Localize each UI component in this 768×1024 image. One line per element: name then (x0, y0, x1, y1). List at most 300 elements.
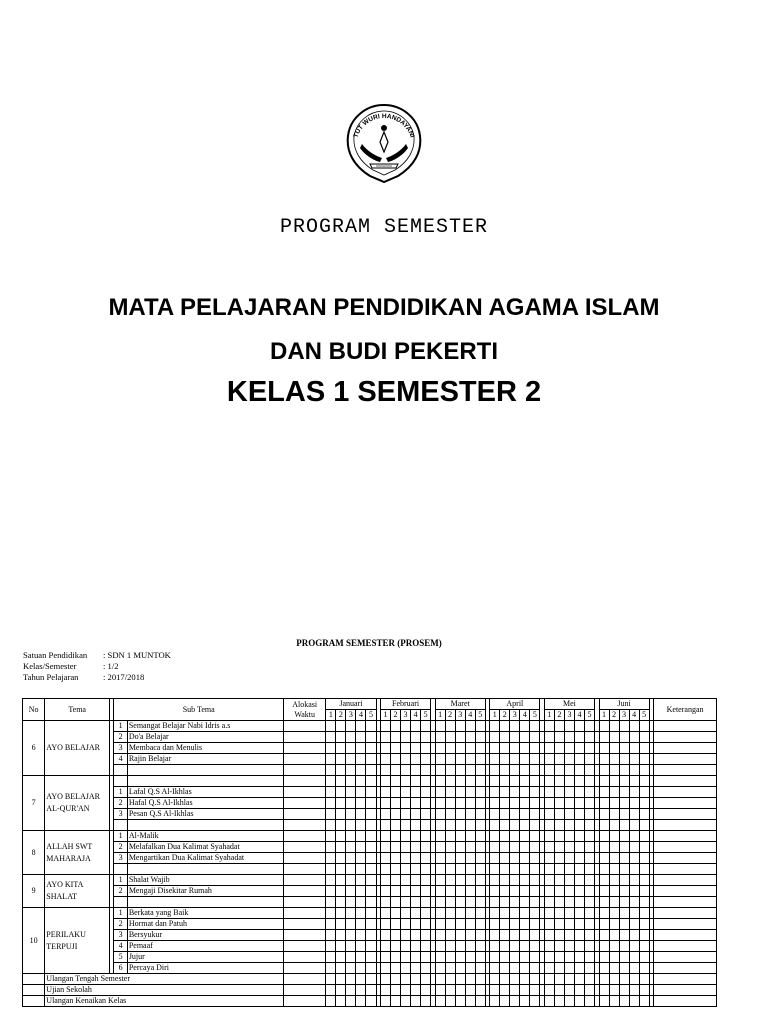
alokasi-cell (283, 897, 325, 908)
week-cell (475, 908, 485, 919)
week-cell (421, 809, 431, 820)
week-cell (619, 721, 629, 732)
week-cell (564, 820, 574, 831)
week-cell (326, 886, 336, 897)
subtheme-number: 2 (114, 732, 127, 743)
week-cell (510, 941, 520, 952)
alokasi-cell (283, 798, 325, 809)
alokasi-cell (283, 963, 325, 974)
week-cell (465, 721, 475, 732)
week-cell (530, 963, 540, 974)
week-cell (629, 842, 639, 853)
week-cell (639, 809, 649, 820)
subtheme-name: Al-Malik (127, 831, 283, 842)
week-cell (411, 963, 421, 974)
week-cell (411, 875, 421, 886)
header-week: 3 (619, 710, 629, 721)
week-cell (520, 952, 530, 963)
subtheme-number: 2 (114, 886, 127, 897)
week-cell (510, 952, 520, 963)
subtheme-number: 3 (114, 743, 127, 754)
week-cell (599, 831, 609, 842)
week-cell (520, 853, 530, 864)
summary-row (23, 985, 717, 996)
week-cell (465, 897, 475, 908)
week-cell (639, 952, 649, 963)
week-cell (564, 886, 574, 897)
week-cell (564, 754, 574, 765)
week-cell (544, 776, 554, 787)
header-week: 3 (510, 710, 520, 721)
week-cell (380, 985, 390, 996)
table-row (23, 853, 717, 864)
week-cell (599, 765, 609, 776)
week-cell (366, 930, 376, 941)
week-cell (629, 853, 639, 864)
subtheme-number (114, 820, 127, 831)
week-cell (510, 820, 520, 831)
table-row (23, 721, 717, 732)
week-cell (629, 776, 639, 787)
header-no: No (23, 699, 45, 721)
week-cell (475, 952, 485, 963)
week-cell (366, 864, 376, 875)
week-cell (490, 930, 500, 941)
week-cell (336, 919, 346, 930)
week-cell (326, 974, 336, 985)
week-cell (564, 776, 574, 787)
week-cell (629, 864, 639, 875)
week-cell (639, 985, 649, 996)
week-cell (520, 820, 530, 831)
keterangan-cell (654, 996, 717, 1007)
week-cell (366, 996, 376, 1007)
week-cell (455, 809, 465, 820)
week-cell (380, 721, 390, 732)
week-cell (554, 952, 564, 963)
week-cell (475, 743, 485, 754)
week-cell (465, 875, 475, 886)
header-week: 4 (356, 710, 366, 721)
week-cell (585, 809, 595, 820)
week-cell (629, 754, 639, 765)
subtheme-name: Mengaji Disekitar Rumah (127, 886, 283, 897)
week-cell (629, 732, 639, 743)
week-cell (544, 886, 554, 897)
week-cell (326, 765, 336, 776)
header-week: 4 (411, 710, 421, 721)
week-cell (326, 820, 336, 831)
week-cell (574, 787, 584, 798)
week-cell (356, 941, 366, 952)
week-cell (520, 875, 530, 886)
program-semester-table (22, 698, 717, 1007)
summary-no (23, 974, 45, 985)
alokasi-cell (283, 930, 325, 941)
week-cell (475, 996, 485, 1007)
week-cell (401, 963, 411, 974)
week-cell (346, 743, 356, 754)
week-cell (391, 743, 401, 754)
week-cell (554, 743, 564, 754)
header-week: 2 (554, 710, 564, 721)
week-cell (564, 941, 574, 952)
week-cell (530, 721, 540, 732)
week-cell (475, 919, 485, 930)
week-cell (475, 875, 485, 886)
summary-no (23, 996, 45, 1007)
week-cell (326, 919, 336, 930)
week-cell (564, 787, 574, 798)
week-cell (585, 842, 595, 853)
week-cell (500, 798, 510, 809)
week-cell (639, 919, 649, 930)
subtheme-name: Bersyukur (127, 930, 283, 941)
week-cell (629, 897, 639, 908)
week-cell (554, 776, 564, 787)
week-cell (401, 941, 411, 952)
week-cell (435, 908, 445, 919)
week-cell (544, 754, 554, 765)
subtheme-number (114, 897, 127, 908)
week-cell (530, 886, 540, 897)
alokasi-cell (283, 721, 325, 732)
header-week: 1 (544, 710, 554, 721)
week-cell (445, 765, 455, 776)
week-cell (380, 919, 390, 930)
week-cell (475, 732, 485, 743)
week-cell (500, 974, 510, 985)
week-cell (530, 996, 540, 1007)
keterangan-cell (654, 743, 717, 754)
week-cell (455, 941, 465, 952)
week-cell (619, 886, 629, 897)
week-cell (554, 765, 564, 776)
week-cell (520, 721, 530, 732)
keterangan-cell (654, 941, 717, 952)
theme-number: 8 (23, 831, 45, 875)
week-cell (564, 765, 574, 776)
week-cell (619, 732, 629, 743)
week-cell (391, 787, 401, 798)
week-cell (411, 754, 421, 765)
week-cell (544, 897, 554, 908)
week-cell (421, 941, 431, 952)
week-cell (435, 721, 445, 732)
week-cell (391, 919, 401, 930)
header-keterangan: Keterangan (654, 699, 717, 721)
week-cell (554, 886, 564, 897)
week-cell (619, 831, 629, 842)
week-cell (574, 864, 584, 875)
week-cell (421, 963, 431, 974)
week-cell (445, 886, 455, 897)
week-cell (609, 831, 619, 842)
week-cell (356, 809, 366, 820)
week-cell (520, 963, 530, 974)
week-cell (336, 721, 346, 732)
subtheme-number: 6 (114, 963, 127, 974)
week-cell (465, 743, 475, 754)
week-cell (585, 930, 595, 941)
week-cell (574, 732, 584, 743)
week-cell (401, 721, 411, 732)
week-cell (490, 721, 500, 732)
week-cell (356, 963, 366, 974)
header-week: 4 (629, 710, 639, 721)
week-cell (465, 765, 475, 776)
week-cell (520, 831, 530, 842)
week-cell (530, 941, 540, 952)
summary-label: Ulangan Tengah Semester (45, 974, 284, 985)
theme-number: 10 (23, 908, 45, 974)
week-cell (445, 853, 455, 864)
week-cell (445, 864, 455, 875)
week-cell (585, 963, 595, 974)
week-cell (391, 776, 401, 787)
week-cell (520, 842, 530, 853)
subtheme-number: 1 (114, 908, 127, 919)
week-cell (411, 765, 421, 776)
week-cell (455, 963, 465, 974)
week-cell (585, 721, 595, 732)
week-cell (619, 787, 629, 798)
week-cell (475, 787, 485, 798)
week-cell (336, 941, 346, 952)
week-cell (639, 765, 649, 776)
meta-value: : 2017/2018 (103, 672, 145, 682)
week-cell (510, 875, 520, 886)
week-cell (609, 809, 619, 820)
week-cell (475, 864, 485, 875)
week-cell (326, 952, 336, 963)
week-cell (554, 831, 564, 842)
week-cell (435, 996, 445, 1007)
week-cell (574, 798, 584, 809)
table-row (23, 732, 717, 743)
subtheme-number: 4 (114, 941, 127, 952)
week-cell (629, 941, 639, 952)
week-cell (380, 743, 390, 754)
week-cell (326, 732, 336, 743)
week-cell (356, 853, 366, 864)
week-cell (599, 798, 609, 809)
week-cell (346, 732, 356, 743)
week-cell (520, 798, 530, 809)
header-week: 2 (609, 710, 619, 721)
alokasi-cell (283, 908, 325, 919)
header-tema: Tema (45, 699, 110, 721)
week-cell (336, 985, 346, 996)
week-cell (465, 842, 475, 853)
week-cell (599, 842, 609, 853)
week-cell (599, 985, 609, 996)
subtheme-name: Jujur (127, 952, 283, 963)
week-cell (599, 919, 609, 930)
week-cell (490, 974, 500, 985)
week-cell (336, 897, 346, 908)
week-cell (421, 776, 431, 787)
week-cell (435, 809, 445, 820)
week-cell (490, 754, 500, 765)
week-cell (455, 919, 465, 930)
summary-row (23, 974, 717, 985)
week-cell (639, 831, 649, 842)
week-cell (336, 996, 346, 1007)
week-cell (520, 776, 530, 787)
week-cell (391, 853, 401, 864)
week-cell (356, 930, 366, 941)
week-cell (544, 765, 554, 776)
week-cell (421, 996, 431, 1007)
week-cell (585, 919, 595, 930)
week-cell (326, 930, 336, 941)
week-cell (336, 842, 346, 853)
week-cell (401, 875, 411, 886)
week-cell (619, 754, 629, 765)
week-cell (435, 765, 445, 776)
week-cell (411, 886, 421, 897)
subtheme-name: Hormat dan Patuh (127, 919, 283, 930)
week-cell (639, 864, 649, 875)
week-cell (629, 820, 639, 831)
week-cell (510, 886, 520, 897)
week-cell (391, 908, 401, 919)
week-cell (391, 754, 401, 765)
header-week: 2 (336, 710, 346, 721)
week-cell (356, 831, 366, 842)
week-cell (411, 941, 421, 952)
keterangan-cell (654, 765, 717, 776)
week-cell (380, 809, 390, 820)
week-cell (530, 919, 540, 930)
week-cell (639, 897, 649, 908)
week-cell (346, 941, 356, 952)
week-cell (435, 732, 445, 743)
week-cell (530, 732, 540, 743)
week-cell (609, 974, 619, 985)
keterangan-cell (654, 963, 717, 974)
week-cell (629, 919, 639, 930)
week-cell (544, 798, 554, 809)
week-cell (356, 842, 366, 853)
week-cell (619, 820, 629, 831)
week-cell (490, 820, 500, 831)
week-cell (544, 842, 554, 853)
meta-row (23, 661, 303, 672)
week-cell (455, 776, 465, 787)
week-cell (639, 963, 649, 974)
week-cell (391, 941, 401, 952)
week-cell (356, 765, 366, 776)
week-cell (585, 974, 595, 985)
week-cell (585, 853, 595, 864)
table-row (23, 743, 717, 754)
week-cell (465, 974, 475, 985)
week-cell (411, 853, 421, 864)
summary-label: Ulangan Kenaikan Kelas (45, 996, 284, 1007)
header-alokasi-line-2: Waktu (294, 709, 315, 719)
week-cell (435, 787, 445, 798)
week-cell (500, 776, 510, 787)
week-cell (609, 798, 619, 809)
week-cell (455, 732, 465, 743)
header-week: 1 (490, 710, 500, 721)
week-cell (554, 941, 564, 952)
subtheme-name (127, 897, 283, 908)
week-cell (554, 809, 564, 820)
week-cell (475, 897, 485, 908)
week-cell (366, 897, 376, 908)
keterangan-cell (654, 809, 717, 820)
week-cell (574, 853, 584, 864)
week-cell (391, 952, 401, 963)
week-cell (619, 974, 629, 985)
week-cell (421, 974, 431, 985)
week-cell (445, 787, 455, 798)
week-cell (629, 952, 639, 963)
week-cell (465, 930, 475, 941)
week-cell (356, 754, 366, 765)
subtheme-name: Hafal Q.S Al-Ikhlas (127, 798, 283, 809)
week-cell (490, 831, 500, 842)
week-cell (585, 787, 595, 798)
subtheme-name: Do'a Belajar (127, 732, 283, 743)
week-cell (455, 820, 465, 831)
week-cell (510, 974, 520, 985)
header-month: Februari (380, 699, 430, 710)
alokasi-cell (283, 853, 325, 864)
week-cell (380, 974, 390, 985)
week-cell (500, 721, 510, 732)
week-cell (500, 864, 510, 875)
week-cell (530, 798, 540, 809)
week-cell (401, 732, 411, 743)
week-cell (380, 798, 390, 809)
week-cell (609, 985, 619, 996)
week-cell (465, 985, 475, 996)
week-cell (475, 974, 485, 985)
week-cell (411, 952, 421, 963)
week-cell (530, 743, 540, 754)
week-cell (401, 952, 411, 963)
week-cell (639, 996, 649, 1007)
week-cell (500, 875, 510, 886)
alokasi-cell (283, 886, 325, 897)
week-cell (346, 754, 356, 765)
week-cell (599, 754, 609, 765)
week-cell (411, 721, 421, 732)
week-cell (510, 864, 520, 875)
week-cell (346, 787, 356, 798)
week-cell (346, 853, 356, 864)
week-cell (401, 754, 411, 765)
week-cell (564, 974, 574, 985)
week-cell (639, 743, 649, 754)
week-cell (609, 842, 619, 853)
week-cell (530, 787, 540, 798)
header-month: Januari (326, 699, 376, 710)
week-cell (554, 798, 564, 809)
week-cell (629, 765, 639, 776)
header-week: 4 (520, 710, 530, 721)
week-cell (564, 721, 574, 732)
week-cell (401, 831, 411, 842)
week-cell (609, 919, 619, 930)
week-cell (500, 765, 510, 776)
week-cell (380, 820, 390, 831)
week-cell (619, 985, 629, 996)
